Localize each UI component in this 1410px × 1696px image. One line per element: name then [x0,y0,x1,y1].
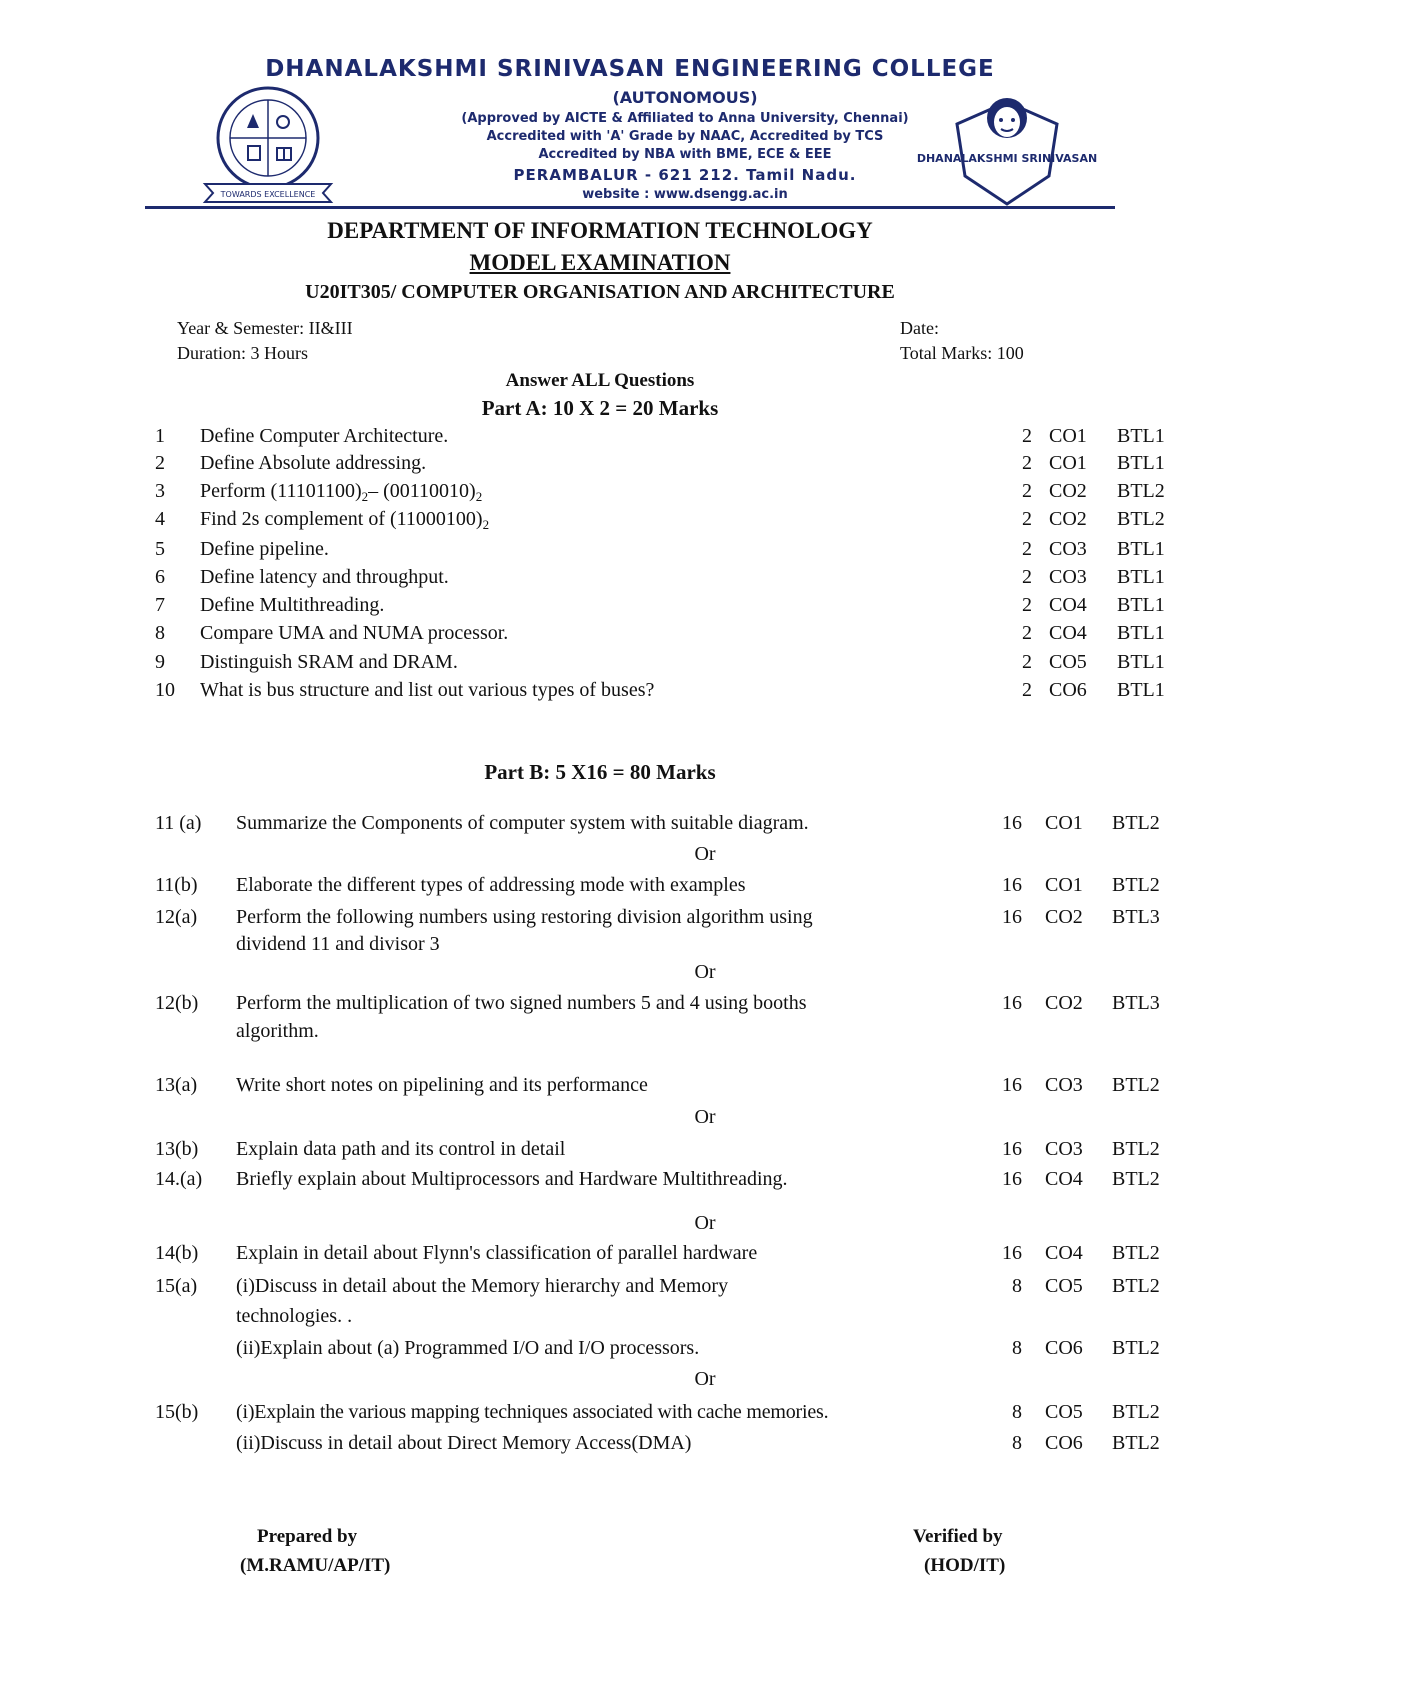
total-marks: Total Marks: 100 [900,343,1024,363]
course-outcome: CO1 [1045,812,1083,834]
question-text: Write short notes on pipelining and its performance [236,1074,648,1096]
question-marks: 16 [1002,992,1022,1014]
question-text: Compare UMA and NUMA processor. [200,622,509,644]
question-number: 14(b) [155,1242,199,1264]
part-b-question [0,1401,1200,1427]
founder-emblem-logo [916,84,1098,206]
question-marks: 2 [1022,651,1032,673]
question-text: Define pipeline. [200,538,329,560]
bloom-level: BTL2 [1112,1074,1160,1096]
course-outcome: CO4 [1045,1168,1083,1190]
bloom-level: BTL1 [1117,651,1165,673]
part-a-question [0,651,1200,677]
question-marks: 16 [1002,1138,1022,1160]
question-marks: 16 [1002,1242,1022,1264]
course-outcome: CO2 [1045,992,1083,1014]
verified-by-label: Verified by [913,1526,1003,1547]
course-outcome: CO4 [1049,594,1087,616]
autonomous-label: (AUTONOMOUS) [612,88,758,107]
part-a-question [0,452,1200,478]
or-separator: Or [694,1368,716,1390]
question-number: 8 [155,622,165,644]
bloom-level: BTL3 [1112,906,1160,928]
part-a-question [0,566,1200,592]
course-outcome: CO2 [1045,906,1083,928]
part-b-question [0,1275,1200,1301]
website-line: website : www.dsengg.ac.in [582,187,788,202]
course-outcome: CO6 [1049,679,1087,701]
question-text: Perform the multiplication of two signed numbers 5 and 4 using booths [236,992,807,1014]
or-separator: Or [694,1212,716,1234]
question-text: Perform $(11101100)_2-$ $(00110010)_2$ [200,480,483,504]
year-semester: Year & Semester: II&III [177,318,353,338]
question-number: 13(b) [155,1138,199,1160]
question-text: Define Computer Architecture. [200,425,449,447]
question-text: Define latency and throughput. [200,566,449,588]
exam-title: MODEL EXAMINATION [469,250,731,275]
bloom-level: BTL2 [1112,1401,1160,1423]
part-b-question [0,906,1200,932]
bloom-level: BTL2 [1112,1168,1160,1190]
question-number: 9 [155,651,165,673]
question-marks: 2 [1022,480,1032,502]
bloom-level: BTL2 [1112,874,1160,896]
course-outcome: CO4 [1049,622,1087,644]
address-line: PERAMBALUR - 621 212. Tamil Nadu. [513,166,857,184]
question-marks: 2 [1022,425,1032,447]
letterhead-rule [145,206,1115,209]
part-b-question [0,1074,1200,1100]
part-b-question [0,1138,1200,1164]
bloom-level: BTL1 [1117,566,1165,588]
question-marks: 16 [1002,812,1022,834]
date-label: Date: [900,318,939,338]
verified-by-name: (HOD/IT) [924,1555,1006,1576]
course-outcome: CO1 [1045,874,1083,896]
question-number: 11(b) [155,874,198,896]
emblem-text: DHANALAKSHMI SRINIVASAN [916,152,1098,165]
course-outcome: CO6 [1045,1337,1083,1359]
course-outcome: CO1 [1049,425,1087,447]
course-title: U20IT305/ COMPUTER ORGANISATION AND ARCHITECTURE [305,281,895,303]
course-outcome: CO2 [1049,508,1087,530]
question-number: 3 [155,480,165,502]
question-text-line2: technologies. . [236,1305,353,1327]
question-text: Distinguish SRAM and DRAM. [200,651,458,673]
question-text: (ii)Explain about (a) Programmed I/O and I/O processors. [236,1337,700,1359]
instructions: Answer ALL Questions [505,370,695,391]
bloom-level: BTL2 [1112,1138,1160,1160]
part-b-question [0,1432,1200,1458]
question-marks: 8 [1012,1275,1022,1297]
question-text: Define Absolute addressing. [200,452,427,474]
question-marks: 16 [1002,906,1022,928]
course-outcome: CO6 [1045,1432,1083,1454]
department-title: DEPARTMENT OF INFORMATION TECHNOLOGY [327,218,873,243]
question-continuation [0,1020,1200,1046]
bloom-level: BTL2 [1112,812,1160,834]
course-outcome: CO3 [1049,538,1087,560]
college-crest-logo [193,84,343,208]
part-a-question [0,480,1200,506]
part-b-question [0,992,1200,1018]
question-text-line2: dividend 11 and divisor 3 [236,933,440,955]
question-text: What is bus structure and list out various types of buses? [200,679,655,701]
question-text: (i)Explain the various mapping techniques associated with cache memories. [236,1401,829,1423]
question-number: 13(a) [155,1074,198,1096]
part-a-title: Part A: 10 X 2 = 20 Marks [481,396,719,420]
part-b-title: Part B: 5 X16 = 80 Marks [484,760,716,784]
bloom-level: BTL2 [1117,480,1165,502]
course-outcome: CO5 [1049,651,1087,673]
question-marks: 2 [1022,452,1032,474]
question-number: 2 [155,452,165,474]
question-text: Perform the following numbers using restoring division algorithm using [236,906,813,928]
question-number: 4 [155,508,165,530]
duration: Duration: 3 Hours [177,343,308,363]
part-b-question [0,874,1200,900]
question-text-line2: algorithm. [236,1020,319,1042]
bloom-level: BTL2 [1112,1337,1160,1359]
question-marks: 16 [1002,874,1022,896]
course-outcome: CO4 [1045,1242,1083,1264]
question-marks: 16 [1002,1074,1022,1096]
bloom-level: BTL1 [1117,425,1165,447]
bloom-level: BTL2 [1112,1275,1160,1297]
question-marks: 2 [1022,538,1032,560]
bloom-level: BTL1 [1117,452,1165,474]
part-a-question [0,508,1200,534]
or-separator: Or [694,961,716,983]
course-outcome: CO5 [1045,1275,1083,1297]
question-text: Summarize the Components of computer system with suitable diagram. [236,812,809,834]
letterhead [145,52,1115,212]
nba-line: Accredited by NBA with BME, ECE & EEE [538,147,832,162]
course-outcome: CO3 [1045,1138,1083,1160]
course-outcome: CO2 [1049,480,1087,502]
course-outcome: CO3 [1049,566,1087,588]
bloom-level: BTL2 [1112,1432,1160,1454]
course-outcome: CO3 [1045,1074,1083,1096]
or-separator: Or [694,1106,716,1128]
question-text: Explain data path and its control in detail [236,1138,566,1160]
course-outcome: CO5 [1045,1401,1083,1423]
question-text: (i)Discuss in detail about the Memory hierarchy and Memory [236,1275,729,1297]
question-number: 14.(a) [155,1168,203,1190]
bloom-level: BTL3 [1112,992,1160,1014]
question-marks: 2 [1022,566,1032,588]
question-number: 12(a) [155,906,198,928]
course-outcome: CO1 [1049,452,1087,474]
question-continuation [0,1305,1200,1331]
question-number: 12(b) [155,992,199,1014]
bloom-level: BTL2 [1112,1242,1160,1264]
question-number: 5 [155,538,165,560]
question-continuation [0,933,1200,959]
question-marks: 2 [1022,679,1032,701]
question-number: 1 [155,425,165,447]
crest-ribbon-text: TOWARDS EXCELLENCE [220,190,316,199]
question-text: Explain in detail about Flynn's classification of parallel hardware [236,1242,758,1264]
prepared-by-name: (M.RAMU/AP/IT) [240,1555,391,1576]
question-marks: 2 [1022,508,1032,530]
question-number: 10 [155,679,175,701]
college-name: DHANALAKSHMI SRINIVASAN ENGINEERING COLLEGE [265,56,995,82]
part-b-question [0,812,1200,838]
question-marks: 8 [1012,1401,1022,1423]
approval-line: (Approved by AICTE & Affiliated to Anna University, Chennai) [461,111,909,126]
bloom-level: BTL1 [1117,679,1165,701]
question-marks: 2 [1022,594,1032,616]
prepared-by-label: Prepared by [257,1526,358,1547]
part-b-question [0,1168,1200,1194]
question-marks: 8 [1012,1432,1022,1454]
question-number: 7 [155,594,165,616]
question-marks: 8 [1012,1337,1022,1359]
part-a-question [0,622,1200,648]
question-text: (ii)Discuss in detail about Direct Memory Access(DMA) [236,1432,692,1454]
or-separator: Or [694,843,716,865]
part-a-question [0,594,1200,620]
bloom-level: BTL1 [1117,594,1165,616]
question-text: Find 2s complement of $(11000100)_2$ [200,508,490,532]
bloom-level: BTL1 [1117,622,1165,644]
question-number: 15(b) [155,1401,199,1423]
part-a-question [0,425,1200,451]
question-text: Define Multithreading. [200,594,385,616]
part-a-question [0,538,1200,564]
question-number: 6 [155,566,165,588]
question-marks: 16 [1002,1168,1022,1190]
bloom-level: BTL1 [1117,538,1165,560]
question-text: Elaborate the different types of addressing mode with examples [236,874,746,896]
part-b-question [0,1242,1200,1268]
question-number: 11 (a) [155,812,202,834]
question-marks: 2 [1022,622,1032,644]
part-a-question [0,679,1200,705]
question-text: Briefly explain about Multiprocessors and Hardware Multithreading. [236,1168,788,1190]
part-b-question [0,1337,1200,1363]
bloom-level: BTL2 [1117,508,1165,530]
naac-line: Accredited with 'A' Grade by NAAC, Accredited by TCS [486,129,884,144]
question-number: 15(a) [155,1275,198,1297]
